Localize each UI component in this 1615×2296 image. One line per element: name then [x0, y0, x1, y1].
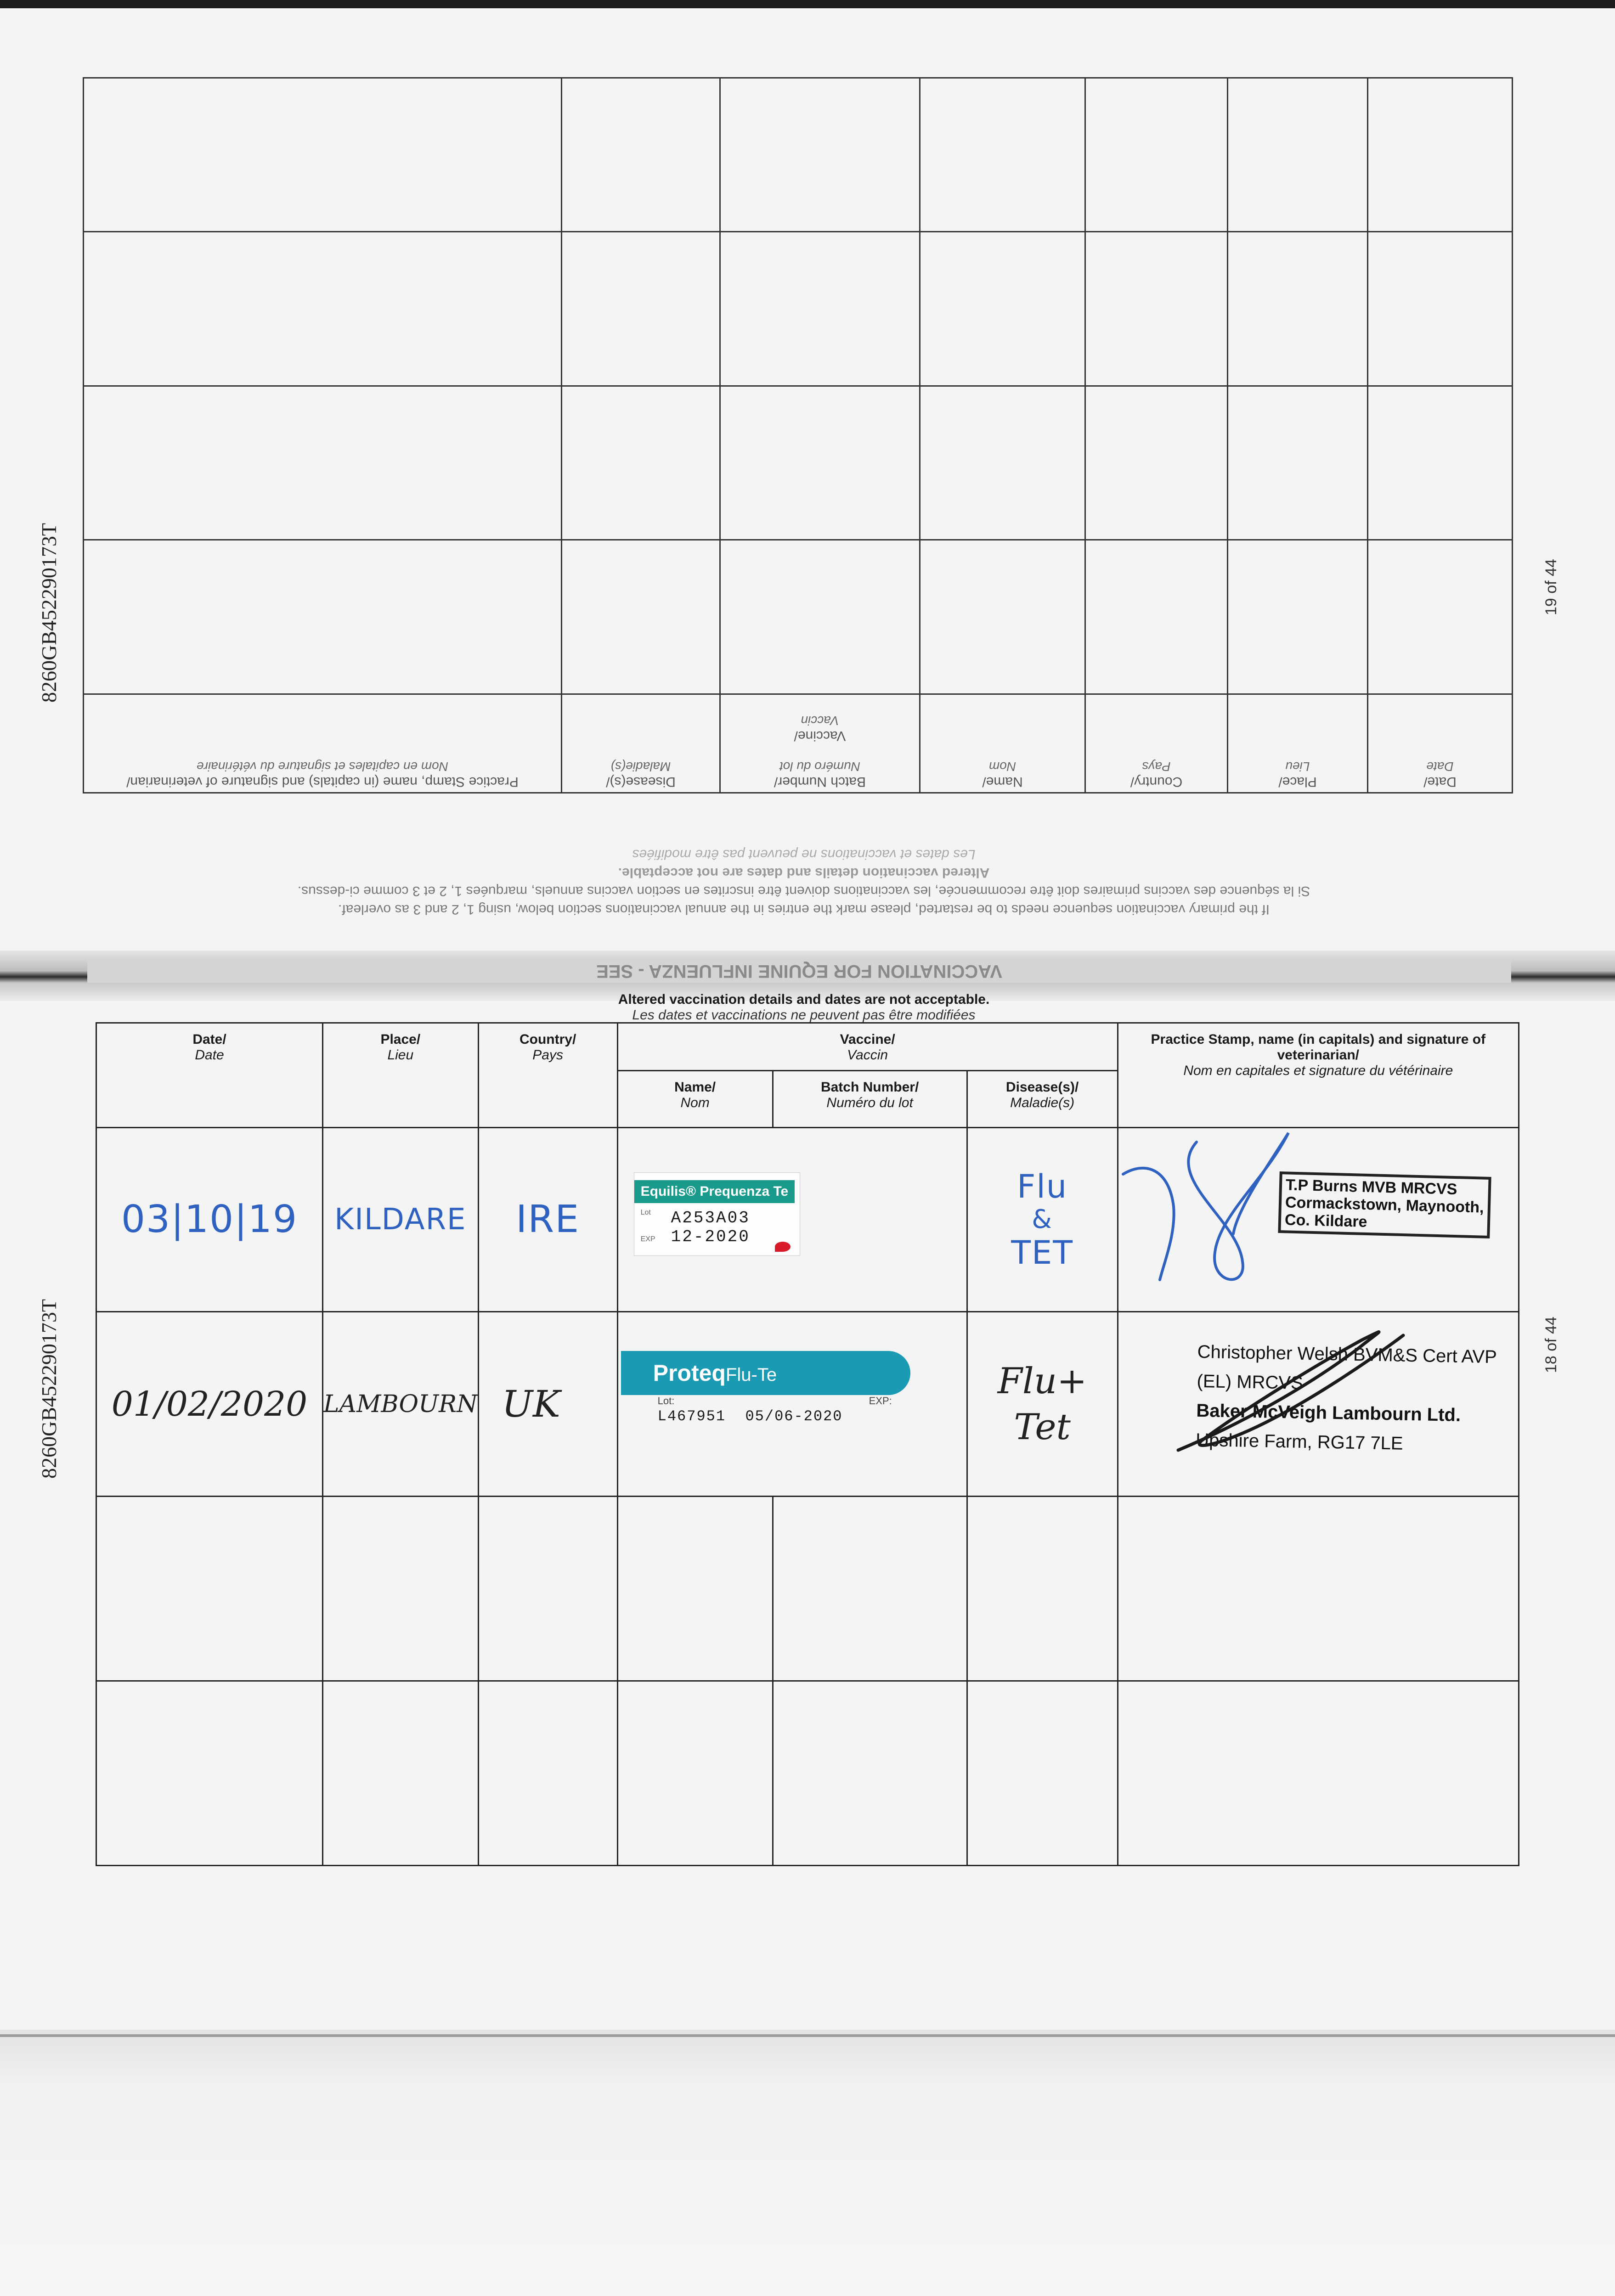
upper-header-place: Place/ Lieu	[1228, 694, 1368, 793]
upper-page-notes	[138, 799, 1470, 918]
vaccination-table	[96, 1022, 1519, 1866]
vet-stamp-row1: T.P Burns MVB MRCVS Cormackstown, Maynooth, Co. Kildare	[1278, 1171, 1491, 1238]
row1-place: KILDARE	[323, 1127, 479, 1312]
upper-header-name: Name/ Nom	[920, 694, 1085, 793]
upper-header-batch: Batch Number/ Numéro du lot Vaccine/ Vaccin	[720, 694, 920, 793]
row1-disease: Flu & TET	[967, 1127, 1118, 1312]
page-bottom-area	[0, 2030, 1615, 2296]
vaccine-label-equilis: Equilis® Prequenza Te Lot A253A03 EXP 12-2020	[634, 1172, 800, 1256]
row1-country: IRE	[478, 1127, 617, 1312]
header-batch: Batch Number/ Numéro du lot	[773, 1071, 967, 1127]
row2-place: LAMBOURN	[323, 1312, 479, 1497]
upper-note-1: Altered vaccination details and dates are not acceptable.	[618, 865, 990, 880]
table-row	[96, 1497, 1519, 1681]
table-row	[96, 1681, 1519, 1866]
header-country: Country/ Pays	[478, 1023, 617, 1128]
header-vaccine: Vaccine/ Vaccin	[617, 1023, 1118, 1071]
row2-disease: Flu+ Tet	[967, 1312, 1118, 1497]
upper-header-practice: Practice Stamp, name (in capitals) and signature of veterinarian/ Nom en capitales et signature du vétérinaire	[84, 694, 562, 793]
table-row	[96, 1127, 1519, 1312]
header-disease: Disease(s)/ Maladie(s)	[967, 1071, 1118, 1127]
top-edge-band	[0, 0, 1615, 8]
upper-header-date: Date/ Date	[1368, 694, 1513, 793]
row2-country: UK	[478, 1312, 617, 1497]
page-number-lower: 18 of 44	[1542, 1317, 1560, 1373]
red-mark	[775, 1242, 791, 1252]
page-number-upper: 19 of 44	[1542, 559, 1560, 615]
header-name: Name/ Nom	[617, 1071, 773, 1127]
upper-header-disease: Disease(s)/ Maladie(s)	[562, 694, 720, 793]
upper-note-2: If the primary vaccination sequence needs to be restarted, please mark the entries in the annual vaccinations section below, using 1, 2 and 3 as overleaf.	[338, 902, 1270, 917]
upper-page-title: VACCINATION FOR EQUINE INFLUENZA - SEE	[87, 960, 1511, 983]
row1-date: 03|10|19	[96, 1127, 323, 1312]
row2-practice	[1118, 1312, 1519, 1497]
row2-vaccine	[617, 1312, 967, 1497]
document-code-upper: 8260GB452290173T	[37, 523, 61, 703]
vet-stamp-row2: Christopher Welsh BVM&S Cert AVP (EL) MRCVS Baker McVeigh Lambourn Ltd. Upshire Farm, RG17 7LE	[1195, 1342, 1497, 1454]
upper-header-country: Country/ Pays	[1085, 694, 1228, 793]
row2-date: 01/02/2020	[96, 1312, 323, 1497]
page-bottom-edge	[0, 2034, 1615, 2037]
header-date: Date/ Date	[96, 1023, 323, 1128]
row1-vaccine	[617, 1127, 967, 1312]
table-row	[96, 1312, 1519, 1497]
upper-note-1-fr: Les dates et vaccinations ne peuvent pas être modifiées	[632, 847, 976, 862]
upper-note-2-fr: Si la séquence des vaccins primaires doit être recommencée, les vaccinations doivent être inscrites en section vaccins annuels, marquées 1, 2 et 3 comme ci-dessus.	[297, 884, 1310, 899]
document-code-lower: 8260GB452290173T	[37, 1299, 61, 1479]
row1-practice	[1118, 1127, 1519, 1312]
header-practice: Practice Stamp, name (in capitals) and signature of veterinarian/ Nom en capitales et signature du vétérinaire	[1118, 1023, 1519, 1128]
altered-details-notice: Altered vaccination details and dates are not acceptable. Les dates et vaccinations ne peuvent pas être modifiées	[618, 992, 990, 1023]
vaccine-label-proteq: ProteqFlu-Te Lot: EXP: L467951 05/06-2020	[621, 1351, 910, 1443]
upper-vaccination-table	[83, 77, 1513, 793]
header-place: Place/ Lieu	[323, 1023, 479, 1128]
